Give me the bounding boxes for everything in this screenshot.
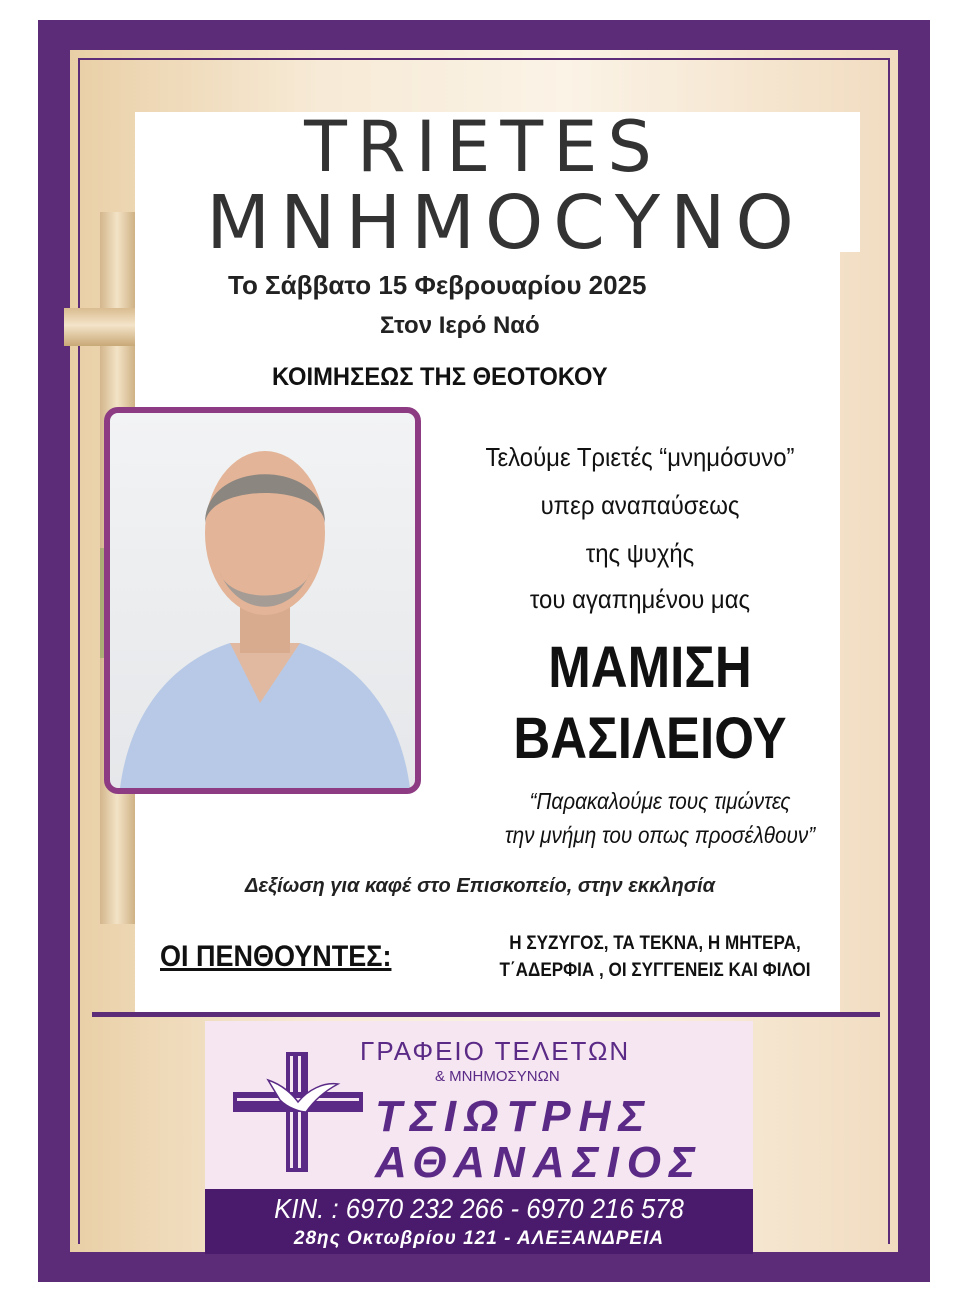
reception-note: Δεξίωση για καφέ στο Επισκοπείο, στην εκκλησία: [245, 875, 715, 897]
quote-line1: “Παρακαλούμε τους τιμώντες: [529, 788, 791, 814]
advert-line1: ΓΡΑΦΕΙΟ ΤΕΛΕΤΩΝ: [360, 1036, 631, 1066]
mourners-line2: Τ΄ΑΔΕΡΦΙΑ , ΟΙ ΣΥΓΓΕΝΕΙΣ ΚΑΙ ΦΙΛΟΙ: [499, 960, 811, 981]
separator-line: [92, 1012, 880, 1017]
message-line4: του αγαπημένου μας: [529, 584, 751, 614]
dove-cross-icon: [228, 1040, 368, 1180]
title-line1: TRIETES: [304, 106, 662, 188]
frame-line: [78, 58, 890, 60]
frame-line: [64, 44, 904, 46]
quote-line2: την μνήμη του οπως προσέλθουν”: [504, 822, 816, 848]
message-line1: Τελούμε Τριετές “μνημόσυνο”: [485, 442, 795, 472]
mourners-label: ΟΙ ΠΕΝΘΟΥΝΤΕΣ:: [160, 940, 392, 973]
church-name: ΚΟΙΜΗΣΕΩΣ ΤΗΣ ΘΕΟΤΟΚΟΥ: [272, 363, 608, 391]
portrait-image: [110, 413, 415, 788]
advert-line2: & ΜΝΗΜΟΣΥΝΩΝ: [435, 1068, 560, 1085]
title-line2: ΜΝΗΜΟCΥΝΟ: [206, 180, 804, 266]
message-line2: υπερ αναπαύσεως: [540, 490, 740, 520]
mourners-line1: Η ΣΥΖΥΓΟΣ, ΤΑ ΤΕΚΝΑ, Η ΜΗΤΕΡΑ,: [509, 933, 801, 954]
deceased-name: ΒΑΣΙΛΕΙΟΥ: [513, 706, 787, 771]
advert-phone: ΚΙΝ. : 6970 232 266 - 6970 216 578: [274, 1193, 684, 1224]
deceased-photo: [104, 407, 421, 794]
advert-address: 28ης Οκτωβρίου 121 - ΑΛΕΞΑΝΔΡΕΙΑ: [293, 1228, 665, 1249]
deceased-surname: ΜΑΜΙΣΗ: [548, 635, 752, 700]
message-line3: της ψυχής: [585, 538, 695, 568]
service-date: Το Σάββατο 15 Φεβρουαρίου 2025: [228, 270, 647, 300]
advert-surname: ΤΣΙΩΤΡΗΣ: [375, 1092, 653, 1141]
service-location: Στον Ιερό Ναό: [380, 312, 540, 339]
advert-firstname: ΑΘΑΝΑΣΙΟΣ: [375, 1138, 703, 1187]
